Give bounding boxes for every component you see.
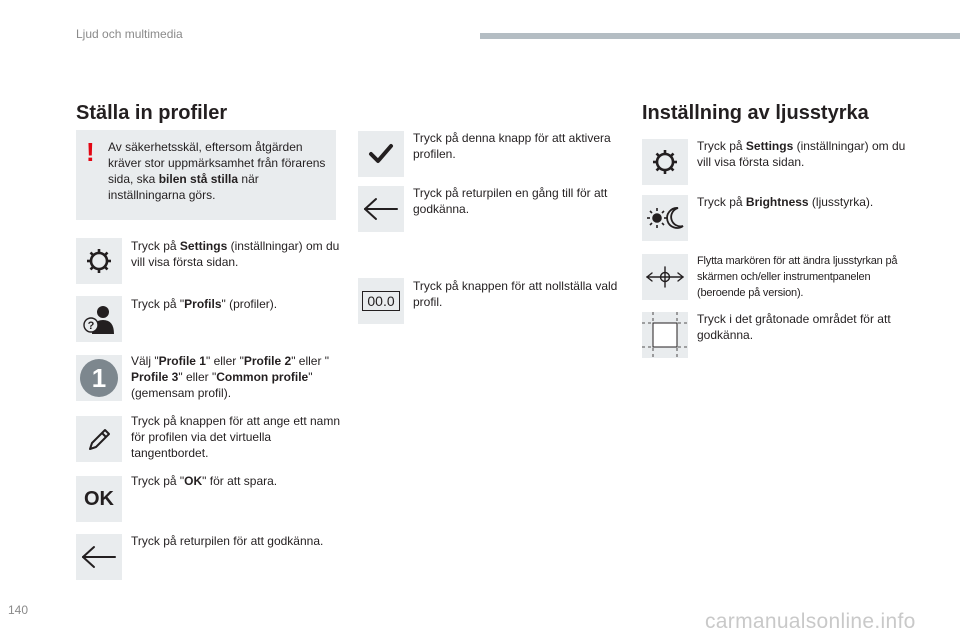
step-return-again-text: Tryck på returpilen en gång till för att godkänna.: [413, 186, 608, 216]
step-return-text: Tryck på returpilen för att godkänna.: [131, 534, 324, 548]
step-settings-text: Tryck på Settings (inställningar) om du vill visa första sidan.: [131, 239, 340, 269]
step-slider-text: Flytta markören för att ändra ljusstyrkan på skärmen och/eller instrumentpanelen (beroende på version).: [697, 255, 898, 299]
brightness-button[interactable]: [642, 195, 688, 241]
settings-button-2[interactable]: [642, 139, 688, 185]
brightness-slider[interactable]: [642, 254, 688, 300]
reset-counter-icon: 00.0: [362, 291, 399, 311]
activate-button[interactable]: [358, 131, 404, 177]
step-rename-text: Tryck på knappen för att ange ett namn för profilen via det virtuella tangentbordet.: [131, 414, 341, 460]
step-activate-text: Tryck på denna knapp för att aktivera profilen.: [413, 131, 611, 161]
watermark: carmanualsonline.info: [705, 610, 916, 633]
grey-area-icon: [642, 312, 688, 358]
settings-button[interactable]: [76, 238, 122, 284]
return-arrow-icon: [362, 196, 400, 222]
left-heading: Ställa in profiler: [76, 102, 228, 124]
pencil-icon: [84, 424, 114, 454]
header-bar: [480, 33, 960, 39]
checkmark-icon: [368, 143, 394, 165]
profile-icon: [81, 301, 117, 337]
return-button[interactable]: [76, 534, 122, 580]
brightness-icon: [645, 203, 685, 233]
step-select-profile-text: Välj "Profile 1" eller "Profile 2" eller " Profile 3" eller "Common profile" (gemensam profil).: [131, 354, 330, 400]
rename-button[interactable]: [76, 416, 122, 462]
step-reset-text: Tryck på knappen för att nollställa vald profil.: [413, 279, 618, 309]
profiles-button[interactable]: [76, 296, 122, 342]
step-grey-area-text: Tryck i det gråtonade området för att godkänna.: [697, 312, 891, 342]
gear-icon: [84, 246, 114, 276]
return-arrow-icon: [80, 544, 118, 570]
ok-button[interactable]: [76, 476, 122, 522]
gear-icon: [650, 147, 680, 177]
grey-area[interactable]: [642, 312, 688, 358]
slider-icon: [644, 265, 686, 289]
step-brightness-text: Tryck på Brightness (ljusstyrka).: [697, 195, 874, 209]
step-settings-text-2: Tryck på Settings (inställningar) om du vill visa första sidan.: [697, 139, 906, 169]
right-heading: Inställning av ljusstyrka: [642, 102, 869, 124]
warning-text: Av säkerhetsskäl, eftersom åtgärden kräver stor uppmärksamhet från förarens sida, ska bilen stå stilla när inställningarna görs.: [108, 140, 326, 202]
return-button-2[interactable]: [358, 186, 404, 232]
step-save-text: Tryck på "OK" för att spara.: [131, 474, 278, 488]
reset-button[interactable]: [358, 278, 404, 324]
step-profiles-text: Tryck på "Profils" (profiler).: [131, 297, 278, 311]
warning-icon: !: [86, 137, 95, 167]
profile-select-button[interactable]: [76, 355, 122, 401]
svg-text:?: ?: [87, 320, 95, 332]
ok-icon: OK: [84, 487, 114, 510]
page-number: 140: [8, 603, 29, 617]
number-one-icon: 1: [80, 359, 118, 397]
section-title: Ljud och multimedia: [76, 27, 183, 41]
